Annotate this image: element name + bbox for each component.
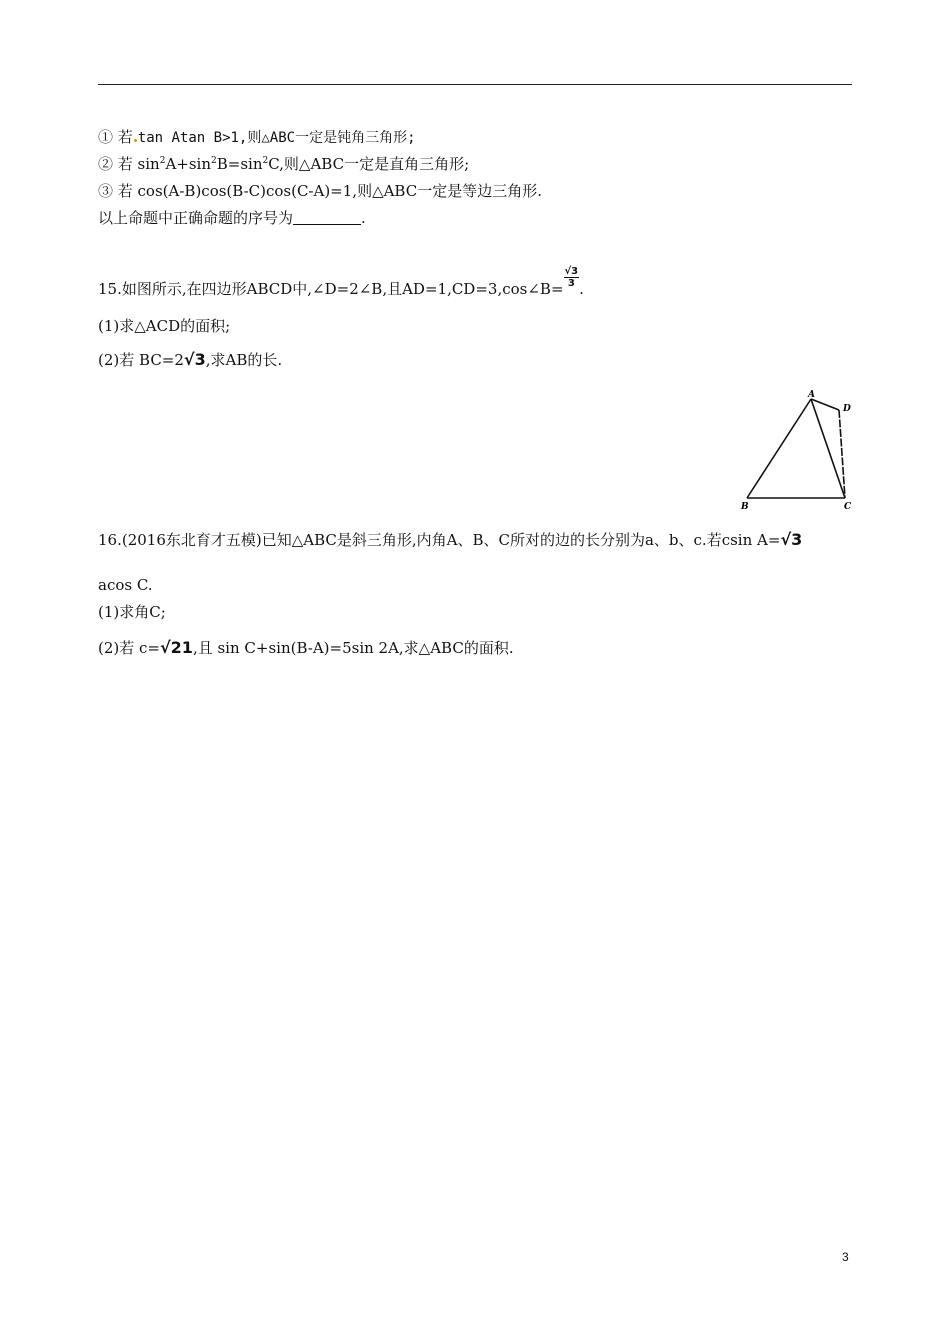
label-a: A xyxy=(808,390,815,400)
label-d: D xyxy=(843,404,851,414)
quadrilateral-figure xyxy=(730,386,860,516)
q16-stem: 16.(2016东北育才五模)已知△ABC是斜三角形,内角A、B、C所对的边的长分别为a、b、c.若csin A=√3 xyxy=(98,530,803,549)
proposition-2: ② 若 $\sin^2A+\sin^2B=\sin^2C$,则△ABC一定是直角三角形; xyxy=(98,155,470,173)
page-number: 3 xyxy=(842,1250,849,1264)
q15-stem: 15.如图所示,在四边形ABCD中,∠D=2∠B,且AD=1,CD=3,cos∠B= $\frac{√3}{3}$ . xyxy=(98,266,584,298)
q16-part2: (2)若 c=√21,且 sin C+sin(B-A)=5sin 2A,求△ABC的面积. xyxy=(98,638,514,657)
question-line: 以上命题中正确命题的序号为 . xyxy=(98,209,366,227)
proposition-1: ① 若 tan Atan B>1,则△ABC一定是钝角三角形; xyxy=(98,128,416,146)
answer-blank xyxy=(293,212,361,225)
cos-b-fraction: $\frac{√3}{3}$ xyxy=(564,266,579,289)
q15-part2: (2)若 BC=2√3,求AB的长. xyxy=(98,350,283,369)
proposition-3: ③ 若 cos(A-B)cos(B-C)cos(C-A)=1,则△ABC一定是等边三角形. xyxy=(98,182,542,200)
q16-part1: (1)求角C; xyxy=(98,603,166,621)
edge-ad xyxy=(811,399,839,410)
header-rule xyxy=(98,84,852,85)
label-b: B xyxy=(741,502,749,512)
q15-part1: (1)求△ACD的面积; xyxy=(98,317,231,335)
edge-ab xyxy=(747,399,811,498)
q16-stem-cont: acos C. xyxy=(98,576,153,594)
mark-dot xyxy=(134,139,137,142)
label-c: C xyxy=(844,502,852,512)
